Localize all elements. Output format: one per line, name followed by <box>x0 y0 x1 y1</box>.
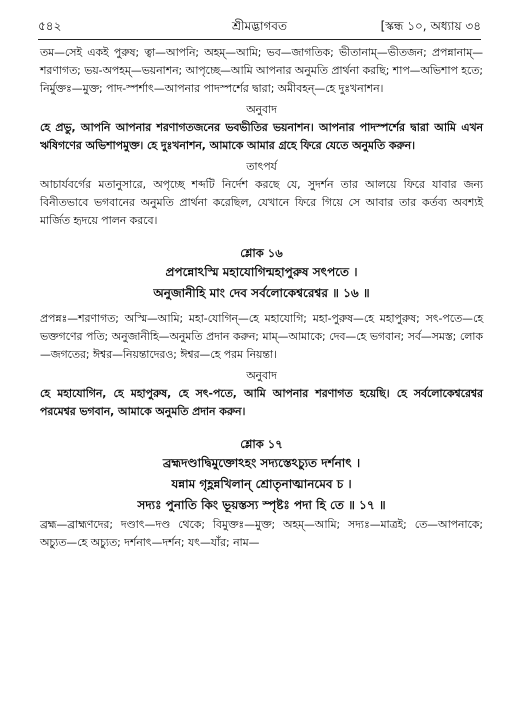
synonyms-16: প্রপন্নঃ—শরণাগত; অস্মি—আমি; মহা-যোগিন্—হে মহাযোগি; মহা-পুরুষ—হে মহাপুরুষ; সৎ-পতে—হে ভক্তগণের পতি; অনুজানীহি—অনুমতি প্রদান করুন; মাম্—আমাকে; দেব—হে ভগবান; সর্ব—সমস্ত; লোক—জগতের; ঈশ্বর—নিয়ন্তাদেরও; ঈশ্বর—হে পরম নিয়ন্তা। <box>40 312 483 361</box>
verse-number-17: শ্লোক ১৭ <box>240 437 283 451</box>
page-number: ৫৪২ <box>38 19 62 33</box>
verse-number-16: শ্লোক ১৬ <box>240 246 283 260</box>
page-content <box>40 44 483 552</box>
verse-17-line: যন্নাম গৃহ্ণন্নখিলান্ শ্রোতৃনাত্মানমেব চ । <box>171 477 352 491</box>
verse-16-line: প্রপন্নোঽস্মি মহাযোগিন্মহাপুরুষ সৎপতে । <box>165 265 358 279</box>
translation-15: হে প্রভু, আপনি আপনার শরণাগতজনের ভবভীতির ভয়নাশন। আপনার পাদস্পর্শের দ্বারা আমি এখন ঋষিগণের অভিশাপমুক্ত। হে দুঃখনাশন, আমাকে আমার গ্রহে ফিরে যেতে অনুমতি করুন। <box>40 121 483 152</box>
header-rule <box>38 39 481 40</box>
verse-17-line: সদ্যঃ পুনাতি কিং ভূয়স্তস্য স্পৃষ্টঃ পদা হি তে ॥ ১৭ ॥ <box>137 498 386 512</box>
purport-text: আচার্যবর্গের মতানুসারে, অপৃচ্ছে শব্দটি নির্দেশ করছে যে, সুদর্শন তার আলয়ে ফিরে যাবার জন্য বিনীতভাবে ভগবানের অনুমতি প্রার্থনা করেছিল, যেখানে ফিরে গিয়ে সে আবার তার কর্তব্য অবশ্যই মার্জিত হৃদয়ে পালন করবে। <box>40 178 483 227</box>
verse-17-line: ব্রহ্মদণ্ডাদ্বিমুক্তোঽহং সদ্যস্তেঽচ্যুত দর্শনাৎ । <box>162 456 361 470</box>
synonyms-17: ব্রহ্ম—ব্রাহ্মণদের; দণ্ডাৎ—দণ্ড থেকে; বিমুক্তঃ—মুক্ত; অহম্—আমি; সদ্যঃ—মাত্রই; তে—আপনাকে; অচ্যুত—হে অচ্যুত; দর্শনাৎ—দর্শন; যৎ—যাঁর; নাম— <box>40 518 483 549</box>
translation-heading-15: অনুবাদ <box>246 103 277 116</box>
translation-16: হে মহাযোগিন, হে মহাপুরুষ, হে সৎ-পতে, আমি আপনার শরণাগত হয়েছি। হে সর্বলোকেশ্বরেশ্বর পরমেশ্বর ভগবান, আমাকে অনুমতি প্রদান করুন। <box>40 387 483 418</box>
page-header <box>38 16 481 36</box>
translation-heading-16: অনুবাদ <box>246 369 277 382</box>
chapter-reference: [স্কন্ধ ১০, অধ্যায় ৩৪ <box>380 19 481 33</box>
book-title: শ্রীমদ্ভাগবত <box>231 19 287 33</box>
verse-16-line: অনুজানীহি মাং দেব সর্বলোকেশ্বরেশ্বর ॥ ১৬ ॥ <box>153 286 370 300</box>
synonyms-15: তম—সেই একই পুরুষ; ত্বা—আপনি; অহম্—আমি; ভব—জাগতিক; ভীতানাম্—ভীতজন; প্রপন্নানাম্—শরণাগত; ভয়-অপহম্—ভয়নাশন; আপৃচ্ছে—আমি আপনার অনুমতি প্রার্থনা করছি; শাপ—অভিশাপ হতে; নির্মুক্তঃ—মুক্ত; পাদ-স্পর্শাৎ—আপনার পাদস্পর্শের দ্বারা; অমীবহন্—হে দুঃখনাশন। <box>40 46 483 95</box>
purport-heading: তাৎপর্য <box>246 160 277 173</box>
